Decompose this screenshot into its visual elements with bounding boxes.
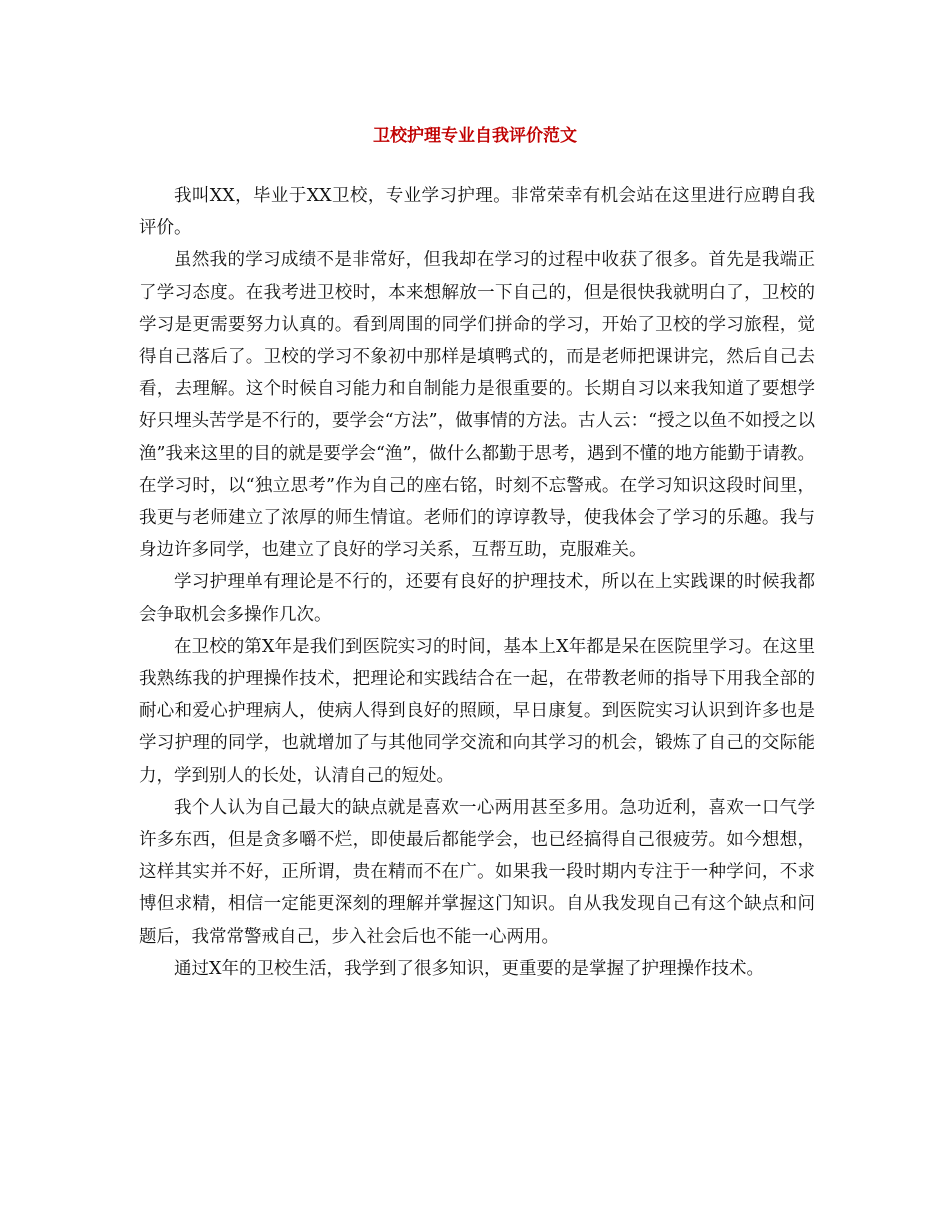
document-body [139, 180, 815, 985]
paragraph-6: 通过X年的卫校生活，我学到了很多知识，更重要的是掌握了护理操作技术。 [174, 958, 764, 979]
paragraph-4: 在卫校的第X年是我们到医院实习的时间，基本上X年都是呆在医院里学习。在这里我熟练我的护理操作技术，把理论和实践结合在一起，在带教老师的指导下用我全部的耐心和爱心护理病人，使病人得到良好的照顾，早日康复。到医院实习认识到许多也是学习护理的同学，也就增加了与其他同学交流和向其学习的机会，锻炼了自己的交际能力，学到别人的长处，认清自己的短处。 [139, 636, 815, 786]
paragraph-1: 我叫XX，毕业于XX卫校，专业学习护理。非常荣幸有机会站在这里进行应聘自我评价。 [139, 186, 815, 239]
paragraph-5: 我个人认为自己最大的缺点就是喜欢一心两用甚至多用。急功近利，喜欢一口气学许多东西，但是贪多嚼不烂，即使最后都能学会，也已经搞得自己很疲劳。如今想想，这样其实并不好，正所谓，贵在精而不在广。如果我一段时期内专注于一种学问，不求博但求精，相信一定能更深刻的理解并掌握这门知识。自从我发现自己有这个缺点和问题后，我常常警戒自己，步入社会后也不能一心两用。 [139, 797, 815, 947]
paragraph-3: 学习护理单有理论是不行的，还要有良好的护理技术，所以在上实践课的时候我都会争取机会多操作几次。 [139, 572, 815, 625]
paragraph-2: 虽然我的学习成绩不是非常好，但我却在学习的过程中收获了很多。首先是我端正了学习态度。在我考进卫校时，本来想解放一下自己的，但是很快我就明白了，卫校的学习是更需要努力认真的。看到周围的同学们拼命的学习，开始了卫校的学习旅程，觉得自己落后了。卫校的学习不象初中那样是填鸭式的，而是老师把课讲完，然后自己去看，去理解。这个时候自习能力和自制能力是很重要的。长期自习以来我知道了要想学好只埋头苦学是不行的，要学会“方法”，做事情的方法。古人云：“授之以鱼不如授之以渔”我来这里的目的就是要学会“渔”，做什么都勤于思考，遇到不懂的地方能勤于请教。在学习时，以“独立思考”作为自己的座右铭，时刻不忘警戒。在学习知识这段时间里，我更与老师建立了浓厚的师生情谊。老师们的谆谆教导，使我体会了学习的乐趣。我与身边许多同学，也建立了良好的学习关系，互帮互助，克服难关。 [139, 250, 815, 561]
document-title: 卫校护理专业自我评价范文 [373, 126, 577, 146]
